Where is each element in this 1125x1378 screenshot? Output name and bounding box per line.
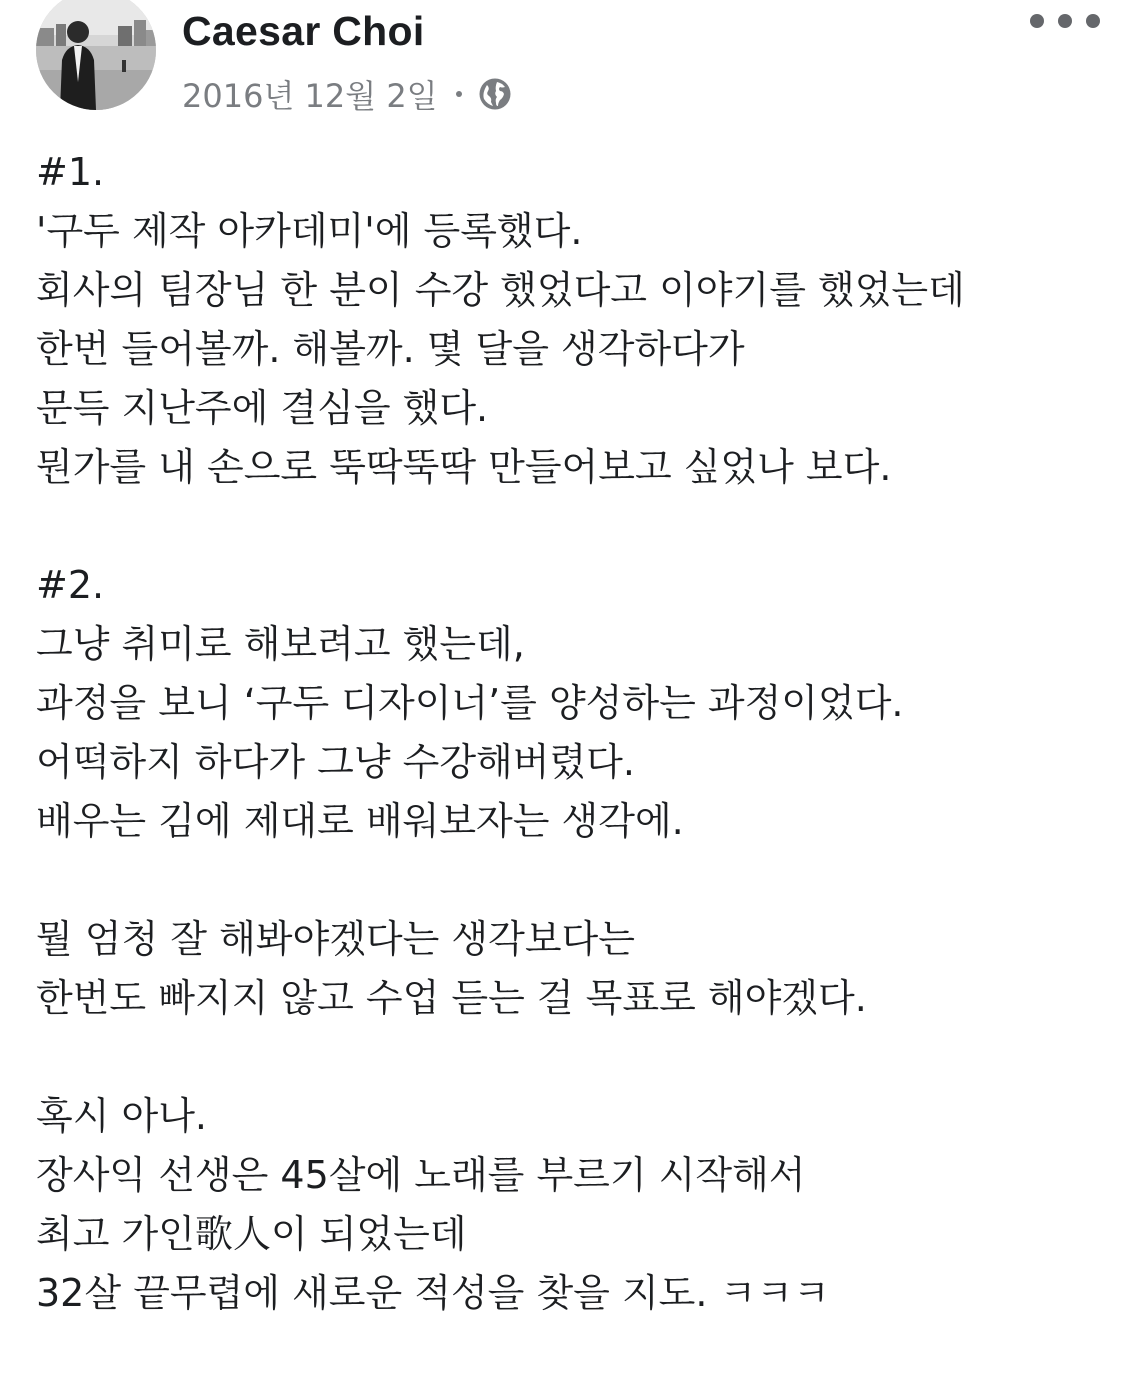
post-text-line: 한번도 빠지지 않고 수업 듣는 걸 목표로 해야겠다. xyxy=(36,976,867,1020)
author-name[interactable]: Caesar Choi xyxy=(182,8,425,54)
post-text-line: 최고 가인歌人이 되었는데 xyxy=(36,1212,467,1256)
post-text-line: 어떡하지 하다가 그냥 수강해버렸다. xyxy=(36,740,635,784)
meta-separator xyxy=(456,91,462,97)
post-timestamp[interactable]: 2016년 12월 2일 xyxy=(182,77,438,115)
post-text-line: 뭘 엄청 잘 해봐야겠다는 생각보다는 xyxy=(36,917,635,961)
post-text-line: 문득 지난주에 결심을 했다. xyxy=(36,386,489,430)
post-text-line: 회사의 팀장님 한 분이 수강 했었다고 이야기를 했었는데 xyxy=(36,268,965,312)
post-text-line: '구두 제작 아카데미'에 등록했다. xyxy=(36,209,583,253)
post-text-line xyxy=(36,851,1096,910)
post-text-line: 과정을 보니 ‘구두 디자이너’를 양성하는 과정이었다. xyxy=(36,681,904,725)
post-text-line: 배우는 김에 제대로 배워보자는 생각에. xyxy=(36,799,684,843)
post-text-line: 혹시 아나. xyxy=(36,1094,207,1138)
post-text-line: 그냥 취미로 해보려고 했는데, xyxy=(36,622,525,666)
avatar[interactable] xyxy=(36,0,156,110)
more-options-icon xyxy=(1030,14,1044,28)
post-meta xyxy=(182,70,512,118)
profile-photo xyxy=(36,0,156,110)
post-text-line xyxy=(36,497,1096,556)
post-text-line: 장사익 선생은 45살에 노래를 부르기 시작해서 xyxy=(36,1153,806,1197)
more-options-dot xyxy=(1086,14,1100,28)
post-text-line: 한번 들어볼까. 해볼까. 몇 달을 생각하다가 xyxy=(36,327,745,371)
more-options-button[interactable] xyxy=(1030,6,1100,36)
post-text-line xyxy=(36,1028,1096,1087)
post-body xyxy=(36,143,1096,1323)
post-text-line: 32살 끝무렵에 새로운 적성을 찾을 지도. ㅋㅋㅋ xyxy=(36,1271,830,1315)
post-text-line: 뭔가를 내 손으로 뚝딱뚝딱 만들어보고 싶었나 보다. xyxy=(36,445,892,489)
post-header xyxy=(0,0,1125,130)
post-text-line: #1. xyxy=(36,150,105,194)
globe-icon[interactable] xyxy=(478,77,512,111)
more-options-dot xyxy=(1058,14,1072,28)
post-text-line: #2. xyxy=(36,563,105,607)
